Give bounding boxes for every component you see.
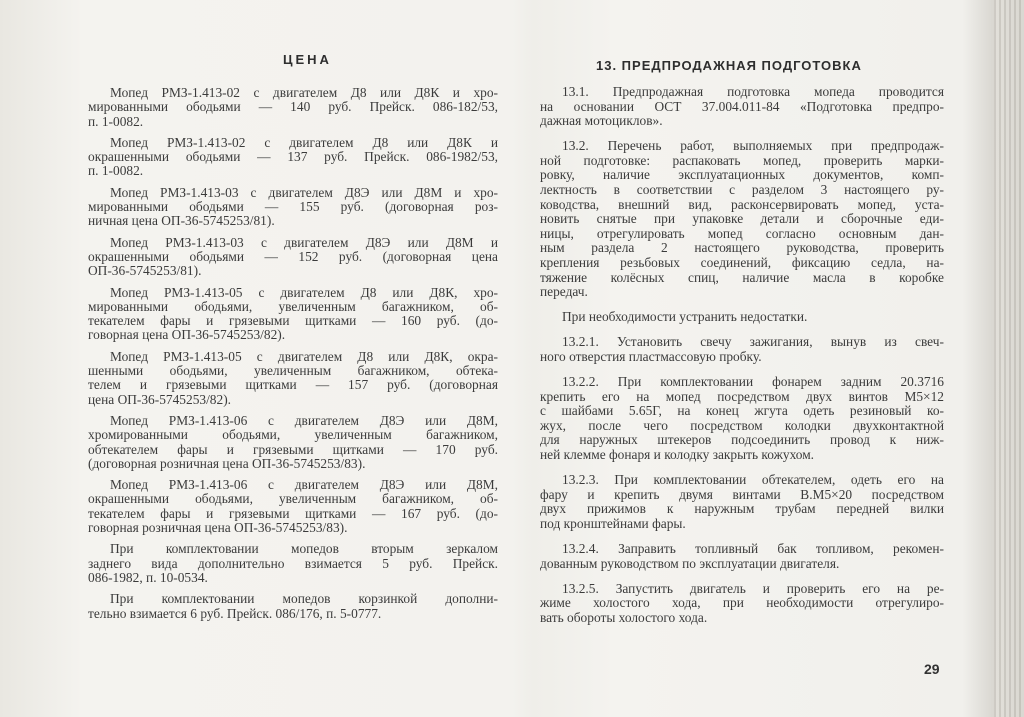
text-line: двух прижимов к наружным трубам передней вилки <box>540 501 944 517</box>
text-line: хромированными ободьями, увеличенным багажником, <box>88 427 498 443</box>
paragraph <box>88 286 498 343</box>
paragraph <box>540 542 944 571</box>
text-line: ОП-36-5745253/81). <box>88 263 202 279</box>
text-line: на основании ОСТ 37.004.011-84 «Подготовка предпро- <box>540 98 944 114</box>
text-line: с шайбами 5.65Г, на конец жгута одеть резиновый ко- <box>540 403 944 419</box>
text-line: ного отверстия пластмассовую пробку. <box>540 349 762 364</box>
text-line: Мопед РМЗ-1.413-02 с двигателем Д8 или Д8К и <box>110 134 498 150</box>
text-line: ницы, отрегулировать мопед согласно основным дан- <box>540 225 944 241</box>
paragraph <box>88 414 498 471</box>
page-stack-edge <box>994 0 1024 717</box>
paragraph <box>88 186 498 229</box>
text-line: 13.2. Перечень работ, выполняемых при предпродаж- <box>562 138 944 154</box>
text-line: (договорная розничная цена ОП-36-5745253/83). <box>88 455 366 471</box>
text-line: мированными ободьями — 140 руб. Прейск. 086-182/53, <box>88 99 498 115</box>
text-line: фару и крепить двумя винтами В.М5×20 посредством <box>540 486 944 502</box>
text-line: шенными ободьями, увеличенным багажником, обтека- <box>88 363 498 379</box>
text-line: 086-1982, п. 10-0534. <box>88 569 208 585</box>
text-line: текателем фары и грязевыми щитками — 167 руб. (до- <box>88 505 498 521</box>
paragraph <box>88 478 498 535</box>
paragraph <box>540 473 944 531</box>
paragraph <box>88 542 498 585</box>
text-line: мированными ободьями, увеличенным багажником, об- <box>88 298 498 314</box>
text-line: Мопед РМЗ-1.413-06 с двигателем Д8Э или Д8М, <box>110 412 498 428</box>
paragraph <box>540 310 944 325</box>
text-line: дованным руководством по эксплуатации двигателя. <box>540 555 840 571</box>
text-line: тяжение колёсных спиц, наличие масла в коробке <box>540 269 944 285</box>
paragraph <box>540 139 944 300</box>
text-line: заднего вида дополнительно взимается 5 руб. Прейск. <box>88 555 498 571</box>
paragraph <box>88 236 498 279</box>
text-line: окрашенными ободьями — 137 руб. Прейск. 086-1982/53, <box>88 149 498 165</box>
text-line: окрашенными ободьями, увеличенным багажником, об- <box>88 491 498 507</box>
text-line: Мопед РМЗ-1.413-06 с двигателем Д8Э или Д8М, <box>110 477 498 493</box>
paragraph <box>540 85 944 129</box>
text-line: ничная цена ОП-36-5745253/81). <box>88 213 275 229</box>
paragraph <box>540 582 944 626</box>
text-line: крепить его на мопед посредством двух винтов М5×12 <box>540 388 944 404</box>
text-line: телем и грязевыми щитками — 157 руб. (договорная <box>88 377 498 393</box>
paragraph <box>540 375 944 463</box>
text-line: ровку, наличие эксплуатационных документов, комп- <box>540 167 944 183</box>
left-page-heading: ЦЕНА <box>283 52 332 67</box>
text-line: 13.2.4. Заправить топливный бак топливом, рекомен- <box>562 541 944 557</box>
paragraph <box>540 335 944 364</box>
right-page-heading: 13. ПРЕДПРОДАЖНАЯ ПОДГОТОВКА <box>596 58 862 73</box>
text-line: жиме холостого хода, при необходимости отрегулиро- <box>540 595 944 611</box>
text-line: ководства, внешний вид, расконсервировать мопед, уста- <box>540 196 944 212</box>
text-line: говорная розничная цена ОП-36-5745253/83). <box>88 520 348 536</box>
text-line: ным раздела 2 настоящего руководства, проверить <box>540 240 944 256</box>
paragraph <box>88 136 498 179</box>
text-line: цена ОП-36-5745253/82). <box>88 391 232 407</box>
text-line: Мопед РМЗ-1.413-03 с двигателем Д8Э или Д8М и хро- <box>110 184 498 200</box>
text-line: дажная мотоциклов». <box>540 113 663 129</box>
text-line: При необходимости устранить недостатки. <box>562 309 808 325</box>
text-line: Мопед РМЗ-1.413-02 с двигателем Д8 или Д8К и хро- <box>110 85 498 100</box>
text-line: новить снятые при упаковке детали и сборочные еди- <box>540 211 944 227</box>
text-line: мированными ободьями — 155 руб. (договорная роз- <box>88 199 498 215</box>
text-line: тельно взимается 6 руб. Прейск. 086/176, п. 5-0777. <box>88 605 382 621</box>
text-line: п. 1-0082. <box>88 113 144 129</box>
text-line: 13.2.3. При комплектовании обтекателем, одеть его на <box>562 472 944 488</box>
text-line: говорная цена ОП-36-5745253/82). <box>88 327 286 343</box>
paragraph <box>88 350 498 407</box>
text-line: 13.2.2. При комплектовании фонарем задним 20.3716 <box>562 374 944 390</box>
text-line: жух, после чего посредством колодки двухконтактной <box>540 417 944 433</box>
text-line: текателем фары и грязевыми щитками — 160 руб. (до- <box>88 313 498 329</box>
text-line: 13.1. Предпродажная подготовка мопеда проводится <box>562 84 944 99</box>
text-line: При комплектовании мопедов корзинкой дополни- <box>110 591 498 607</box>
paragraph <box>88 86 498 129</box>
text-line: вать обороты холостого хода. <box>540 609 708 625</box>
text-line: Мопед РМЗ-1.413-05 с двигателем Д8 или Д8К, хро- <box>110 284 498 300</box>
text-line: Мопед РМЗ-1.413-03 с двигателем Д8Э или Д8М и <box>110 234 498 250</box>
text-line: Мопед РМЗ-1.413-05 с двигателем Д8 или Д8К, окра- <box>110 348 498 364</box>
right-column-presale-preparation <box>540 85 944 636</box>
text-line: под кронштейнами фары. <box>540 515 686 531</box>
paragraph <box>88 592 498 621</box>
text-line: передач. <box>540 284 588 300</box>
text-line: При комплектовании мопедов вторым зеркалом <box>110 541 498 557</box>
text-line: для наружных штекеров подсоединить провод к ниж- <box>540 432 944 448</box>
text-line: ней клемме фонаря и колодку закрыть кожухом. <box>540 447 815 463</box>
text-line: 13.2.1. Установить свечу зажигания, вынув из свеч- <box>562 334 944 350</box>
text-line: 13.2.5. Запустить двигатель и проверить его на ре- <box>562 580 944 596</box>
left-column-price-list <box>88 86 498 628</box>
text-line: п. 1-0082. <box>88 163 144 179</box>
text-line: лектность в соответствии с разделом 3 настоящего ру- <box>540 182 944 198</box>
text-line: обтекателем фары и грязевыми щитками — 170 руб. <box>88 441 498 457</box>
page-number: 29 <box>924 661 940 677</box>
text-line: ной подготовке: распаковать мопед, проверить марки- <box>540 152 944 168</box>
text-line: окрашенными ободьями — 152 руб. (договорная цена <box>88 248 498 264</box>
text-line: крепления резьбовых соединений, фиксацию седла, на- <box>540 255 944 271</box>
